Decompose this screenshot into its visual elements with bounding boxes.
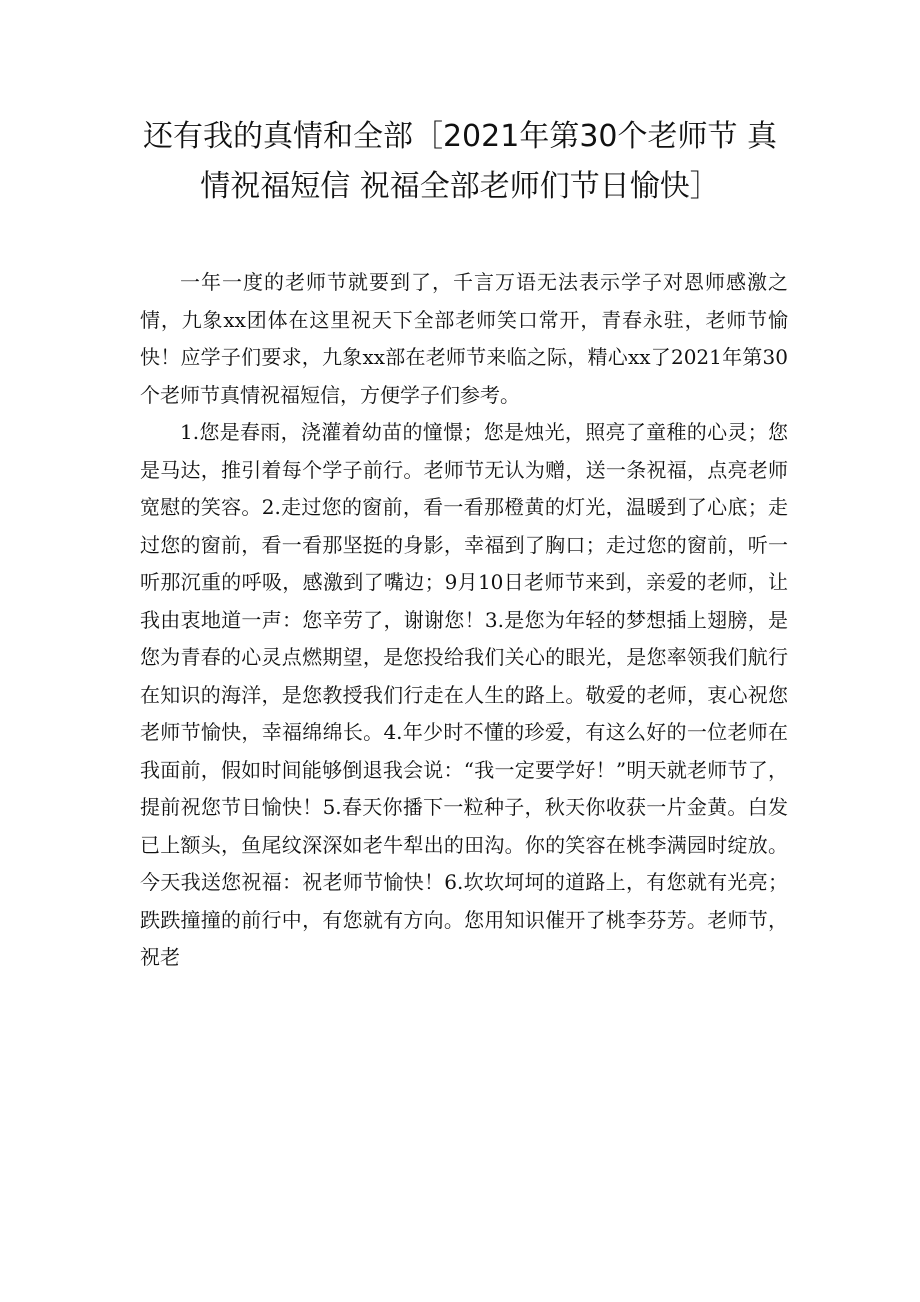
intro-paragraph: 一年一度的老师节就要到了，千言万语无法表示学子对恩师感激之情，九象xx团体在这里祝天下全部老师笑口常开，青春永驻，老师节愉快！应学子们要求，九象xx部在老师节来临之际，精心xx了2021年第30个老师节真情祝福短信，方便学子们参考。	[140, 270, 788, 407]
greetings-paragraph: 1.您是春雨，浇灌着幼苗的憧憬；您是烛光，照亮了童稚的心灵；您是马达，推引着每个学子前行。老师节无认为赠，送一条祝福，点亮老师宽慰的笑容。2.走过您的窗前，看一看那橙黄的灯光，温暖到了心底；走过您的窗前，看一看那坚挺的身影，幸福到了胸口；走过您的窗前，听一听那沉重的呼吸，感激到了嘴边；9月10日老师节来到，亲爱的老师，让我由衷地道一声：您辛劳了，谢谢您！3.是您为年轻的梦想插上翅膀，是您为青春的心灵点燃期望，是您投给我们关心的眼光，是您率领我们航行在知识的海洋，是您教授我们行走在人生的路上。敬爱的老师，衷心祝您老师节愉快，幸福绵绵长。4.年少时不懂的珍爱，有这么好的一位老师在我面前，假如时间能够倒退我会说：“我一定要学好！”明天就老师节了，提前祝您节日愉快！5.春天你播下一粒种子，秋天你收获一片金黄。白发已上额头，鱼尾纹深深如老牛犁出的田沟。你的笑容在桃李满园时绽放。今天我送您祝福：祝老师节愉快！6.坎坎坷坷的道路上，有您就有光亮；跌跌撞撞的前行中，有您就有方向。您用知识催开了桃李芬芳。老师节，祝老	[140, 420, 788, 969]
document-title: 还有我的真情和全部［2021年第30个老师节 真情祝福短信 祝福全部老师们节日愉快］	[142, 119, 778, 204]
document-body	[140, 264, 788, 977]
